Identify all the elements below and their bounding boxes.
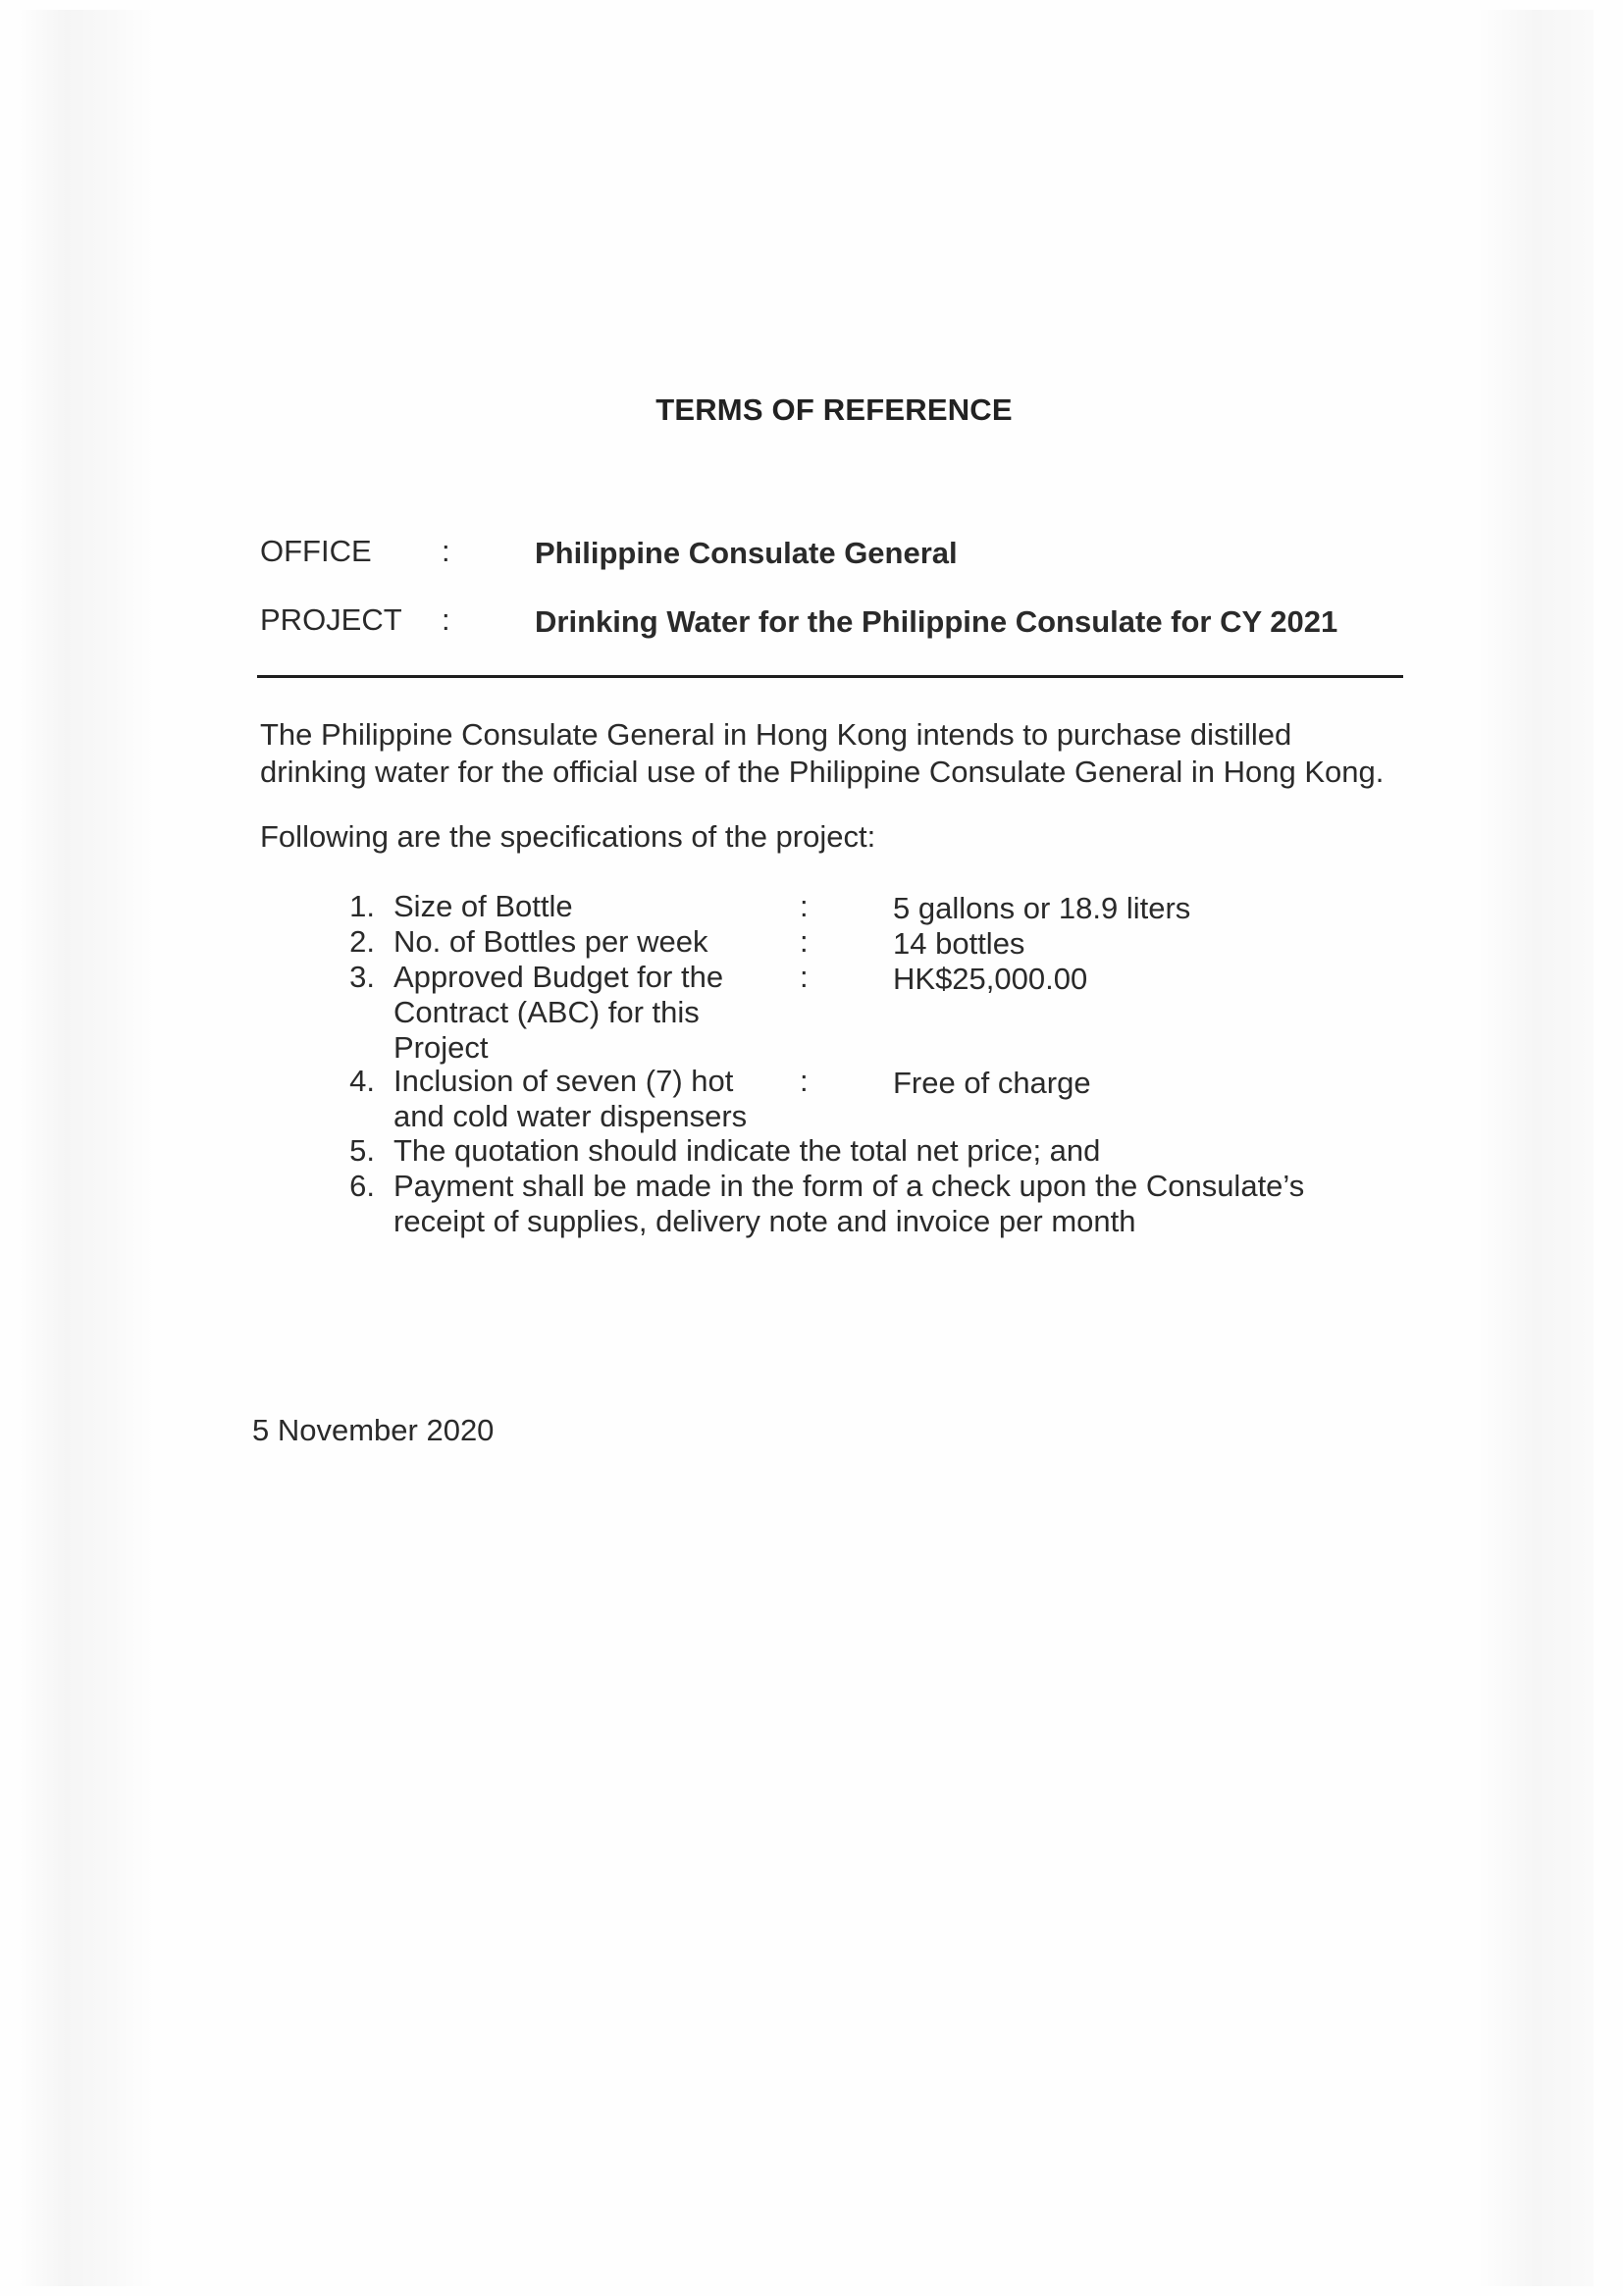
- spec-label-line: Size of Bottle: [393, 889, 573, 923]
- spec-separator: :: [800, 1064, 809, 1098]
- office-value: Philippine Consulate General: [535, 536, 958, 570]
- spec-label: [393, 1133, 1394, 1169]
- spec-label: [393, 1169, 1394, 1239]
- spec-label-line: Contract (ABC) for this: [393, 995, 700, 1029]
- scan-shadow-right: [1476, 10, 1594, 2286]
- spec-number: 4.: [349, 1064, 375, 1098]
- intro-line: The Philippine Consulate General in Hong Kong intends to purchase distilled: [260, 717, 1292, 752]
- scan-shadow-left: [18, 10, 155, 2286]
- document-date: 5 November 2020: [252, 1413, 495, 1447]
- spec-label: [393, 1064, 766, 1134]
- spec-value: HK$25,000.00: [893, 962, 1088, 996]
- spec-label-line: Payment shall be made in the form of a check upon the Consulate’s: [393, 1169, 1305, 1203]
- spec-number: 1.: [349, 889, 375, 923]
- spec-separator: :: [800, 960, 809, 994]
- spec-label-line: receipt of supplies, delivery note and invoice per month: [393, 1204, 1136, 1238]
- spec-separator: :: [800, 889, 809, 923]
- specifications-intro: Following are the specifications of the project:: [260, 819, 876, 854]
- spec-value: 14 bottles: [893, 926, 1025, 961]
- project-row: [260, 602, 1438, 646]
- spec-label: [393, 924, 766, 960]
- project-separator: :: [442, 602, 450, 637]
- spec-label: [393, 889, 766, 924]
- spec-label-line: Project: [393, 1030, 489, 1065]
- spec-label-line: Inclusion of seven (7) hot: [393, 1064, 734, 1098]
- spec-number: 2.: [349, 924, 375, 959]
- intro-paragraph: [260, 716, 1438, 791]
- spec-number: 3.: [349, 960, 375, 994]
- office-row: [260, 534, 1438, 577]
- spec-label: [393, 960, 766, 1066]
- document-title: TERMS OF REFERENCE: [655, 392, 1013, 427]
- spec-label-line: and cold water dispensers: [393, 1099, 748, 1133]
- spec-label-line: Approved Budget for the: [393, 960, 724, 994]
- spec-value: 5 gallons or 18.9 liters: [893, 891, 1191, 925]
- project-value: Drinking Water for the Philippine Consulate for CY 2021: [535, 604, 1338, 639]
- spec-value: Free of charge: [893, 1066, 1091, 1100]
- office-label: OFFICE: [260, 534, 372, 568]
- spec-number: 5.: [349, 1133, 375, 1168]
- spec-label-line: The quotation should indicate the total net price; and: [393, 1133, 1101, 1168]
- header-divider: [257, 675, 1403, 678]
- project-label: PROJECT: [260, 602, 402, 637]
- spec-separator: :: [800, 924, 809, 959]
- intro-line: drinking water for the official use of the Philippine Consulate General in Hong Kong.: [260, 755, 1385, 789]
- office-separator: :: [442, 534, 450, 568]
- spec-number: 6.: [349, 1169, 375, 1203]
- spec-label-line: No. of Bottles per week: [393, 924, 708, 959]
